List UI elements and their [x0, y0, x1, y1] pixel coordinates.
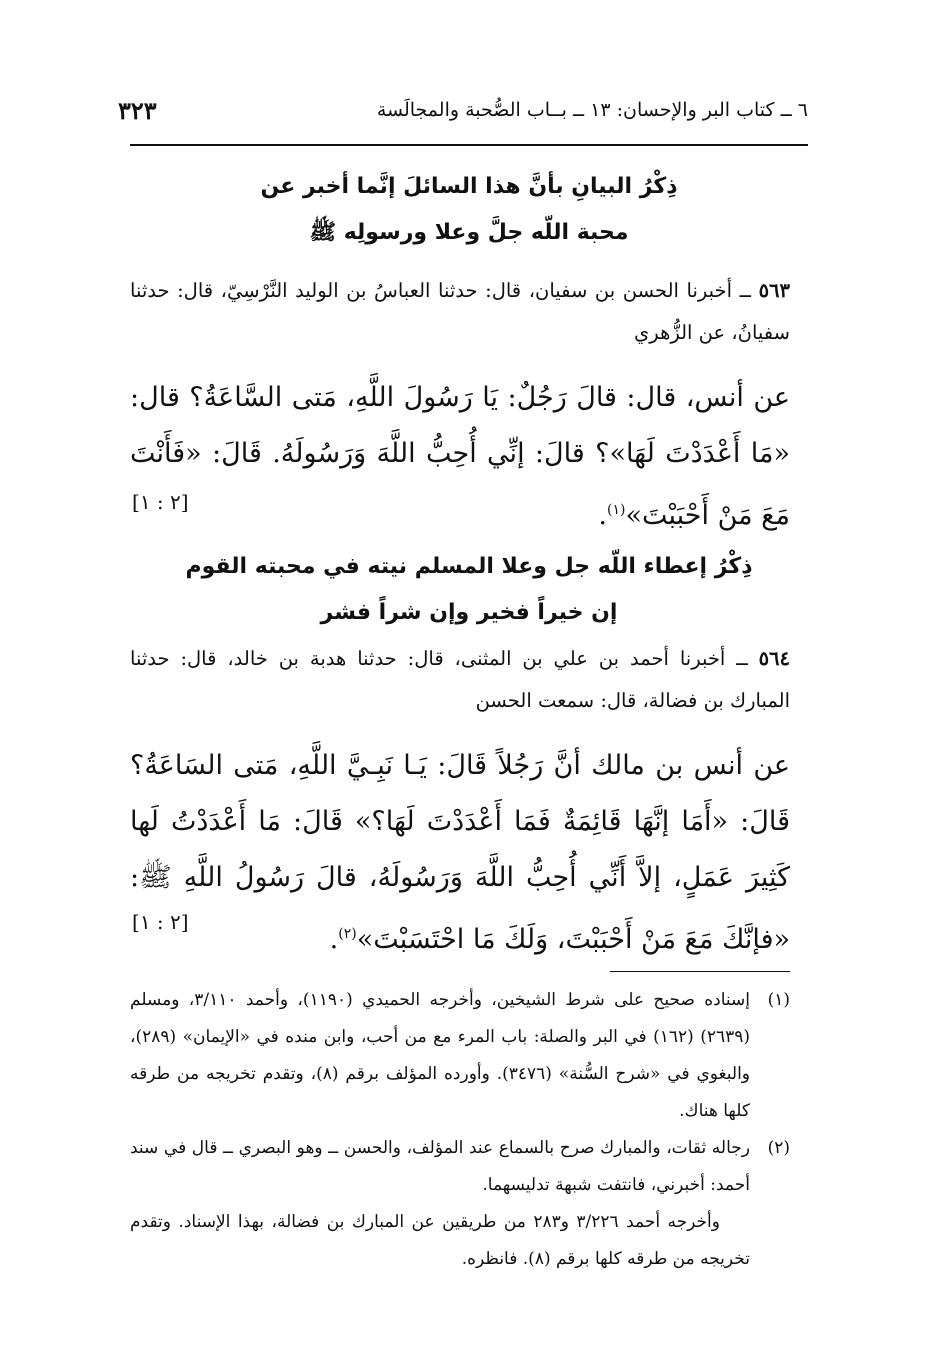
- footnote-separator: [610, 971, 790, 972]
- footnote-continuation: وأخرجه أحمد ٣/٢٢٦ و٢٨٣ من طريقين عن المبارك بن فضالة، بهذا الإسناد. وتقدم تخريجه من طرقه كلها برقم (٨). فانظره.: [130, 1212, 750, 1269]
- matn-text: عن أنس، قال: قالَ رَجُلٌ: يَا رَسُولَ اللَّهِ، مَتى السَّاعَةُ؟ قال: «مَا أَعْدَدْتَ لَهَا»؟ قالَ: إنِّي أُحِبُّ اللَّهَ وَرَسُولَهُ. قَالَ: «فَأَنْتَ مَعَ مَنْ أَحْبَبْتَ»: [130, 382, 790, 531]
- footnote-number: (١): [767, 990, 790, 1010]
- hadith-isnad: [130, 638, 790, 722]
- isnad-text: ــ أخبرنا الحسن بن سفيان، قال: حدثنا العباسُ بن الوليد النَّرْسِيّ، قال: حدثنا سفيانُ، عن الزُّهري: [130, 279, 790, 344]
- heading-line: محبة اللّه جلَّ وعلا ورسولِه ﷺ: [309, 220, 629, 245]
- footnote-marker: (٢): [338, 926, 357, 942]
- heading-line: ذِكْرُ البيانِ بأنَّ هذا السائلَ إنَّما أخبر عن: [260, 174, 678, 199]
- reference-tag: [٢ : ١]: [132, 910, 189, 934]
- heading-line: إن خيراً فخير وإن شراً فشر: [320, 600, 618, 625]
- hadith-matn: [130, 738, 790, 968]
- header-rule: [130, 144, 808, 146]
- hadith-number: ٥٦٤: [758, 647, 790, 670]
- heading-line: ذِكْرُ إعطاء اللّه جل وعلا المسلم نيته في محبته القوم: [185, 554, 753, 579]
- footnotes: [130, 982, 790, 1278]
- matn-end: .: [329, 924, 339, 955]
- matn-end: .: [598, 500, 607, 531]
- footnote-number: (٢): [767, 1138, 790, 1158]
- page-header: [118, 88, 808, 132]
- footnote-text: رجاله ثقات، والمبارك صرح بالسماع عند المؤلف، والحسن ــ وهو البصري ــ قال في سند أحمد: أخبرني، فانتفت شبهة تدليسهما.: [130, 1138, 750, 1195]
- matn-text: عن أنس بن مالك أنَّ رَجُلاً قَالَ: يَـا نَبِـيَّ اللَّهِ، مَتى السَاعَةُ؟ قَالَ: «أَمَا إنَّهَا قَائِمَةٌ فَمَا أَعْدَدْتَ لَهَا؟» قَالَ: مَا أَعْدَدْتُ لَها كَثِيرَ عَمَلٍ، إلاَّ أَنِّي أُحِبُّ اللَّهَ وَرَسُولَهُ، قالَ رَسُولُ اللَّهِ ﷺ: «فإنَّكَ مَعَ مَنْ أَحْبَبْتَ، وَلَكَ مَا احْتَسَبْتَ»: [130, 750, 790, 955]
- hadith-isnad: [130, 270, 790, 354]
- footnote-text: إسناده صحيح على شرط الشيخين، وأخرجه الحميدي (١١٩٠)، وأحمد ٣/١١٠، ومسلم (٢٦٣٩) (١٦٢) في البر والصلة: باب المرء مع من أحب، وابن منده في «الإيمان» (٢٨٩)، والبغوي في «شرح السُّنة» (٣٤٧٦). وأورده المؤلف برقم (٨)، وتقدم تخريجه من طرقه كلها هناك.: [130, 990, 750, 1121]
- reference-tag: [٢ : ١]: [132, 490, 189, 514]
- hadith-number: ٥٦٣: [758, 279, 790, 302]
- section-heading: [130, 544, 808, 636]
- running-title: ٦ ــ كتاب البر والإحسان: ١٣ ــ بــاب الصُّحبة والمجالَسة: [376, 99, 808, 121]
- footnote-marker: (١): [607, 502, 626, 518]
- page-number: ٣٢٣: [118, 95, 157, 125]
- isnad-text: ــ أخبرنا أحمد بن علي بن المثنى، قال: حدثنا هدبة بن خالد، قال: حدثنا المبارك بن فضالة، قال: سمعت الحسن: [130, 647, 790, 712]
- footnote: [130, 982, 790, 1130]
- section-heading: [130, 164, 808, 256]
- footnote: [130, 1130, 790, 1204]
- hadith-matn: [130, 370, 790, 544]
